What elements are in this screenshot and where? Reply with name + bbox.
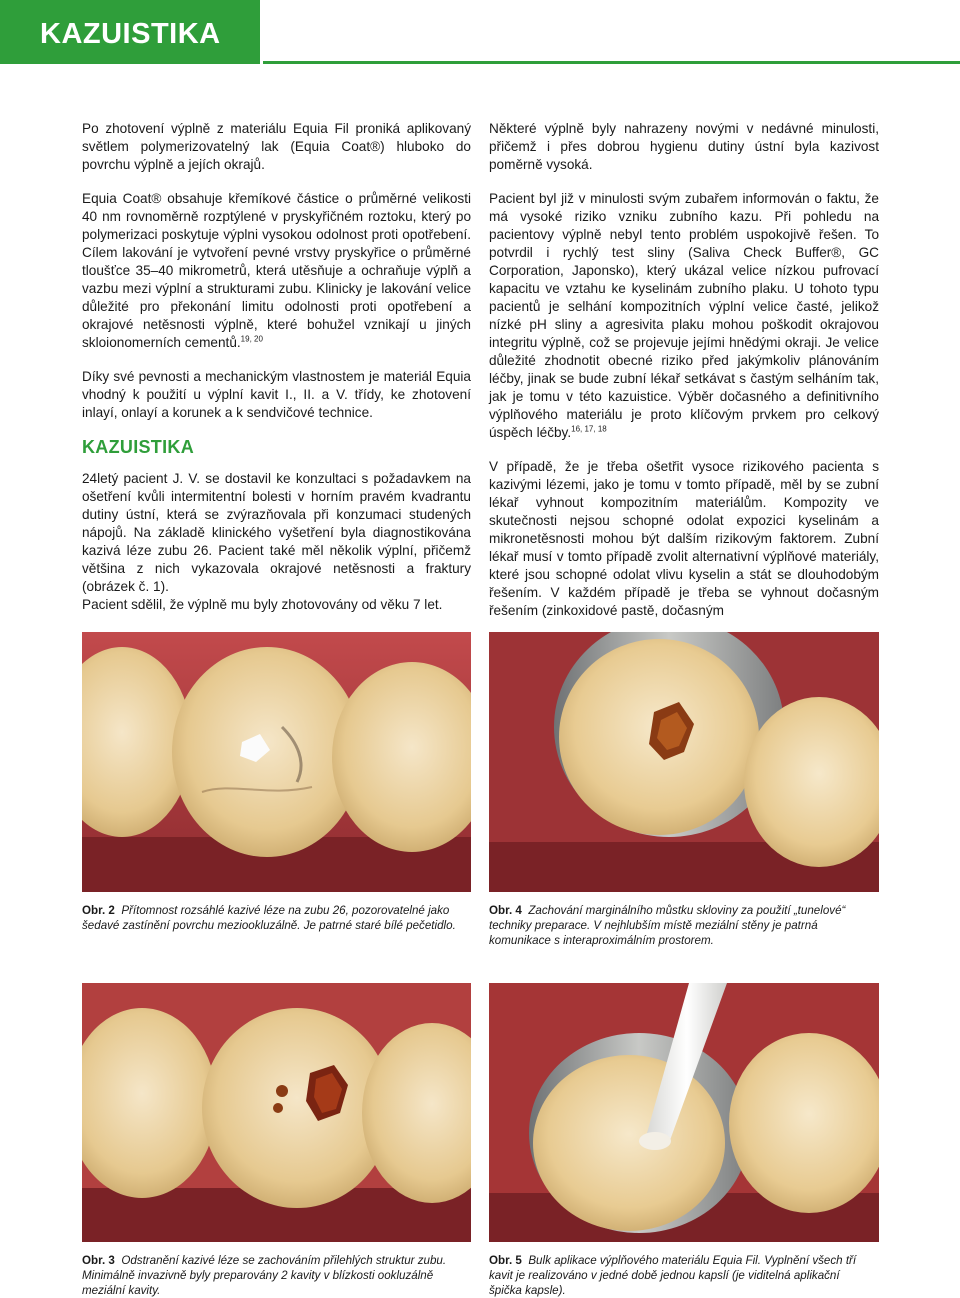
page-title: KAZUISTIKA <box>40 18 221 50</box>
left-paragraph-5: Pacient sdělil, že výplně mu byly zhotovovány od věku 7 let. <box>82 597 443 612</box>
photo-figure-4 <box>489 632 879 892</box>
left-paragraph-4: 24letý pacient J. V. se dostavil ke konzultaci s požadavkem na ošetření kvůli intermitentní bolesti v horním pravém kvadrantu dutiny ústní, která se zvýrazňovala při konzumaci studených nápojů. Na základě klinického vyšetření byla diagnostikována kazivá léze zubu 26. Pacient také měl několik výplní, přičemž většina z nich vykazovala okrajové netěsnosti a fraktury (obrázek č. 1). <box>82 471 471 594</box>
header-banner <box>0 0 260 64</box>
reference-superscript: 16, 17, 18 <box>571 424 607 434</box>
left-paragraph-1: Po zhotovení výplně z materiálu Equia Fil proniká aplikovaný světlem polymerizovatelný lak (Equia Coat®) hluboko do povrchu výplně a jejích okrajů. <box>82 121 471 172</box>
right-column <box>489 120 879 636</box>
caption-figure-2-text: Přítomnost rozsáhlé kazivé léze na zubu 26, pozorovatelné jako šedavé zastínění povrchu meziookluzálně. Je patrné staré bílé pečetidlo. <box>82 904 456 932</box>
photo-figure-2 <box>82 632 471 892</box>
header-rule <box>263 61 960 64</box>
caption-figure-5 <box>489 1253 874 1298</box>
reference-superscript: 19, 20 <box>240 334 263 344</box>
caption-figure-4-number: Obr. 4 <box>489 904 522 917</box>
caption-figure-3-number: Obr. 3 <box>82 1254 115 1267</box>
caption-figure-3 <box>82 1253 467 1298</box>
left-paragraph-3: Díky své pevnosti a mechanickým vlastnostem je materiál Equia vhodný k použití u výplní kavit I., II. a V. třídy, ke zhotovení inlayí, onlayí a korunek a k sendvičové technice. <box>82 369 471 420</box>
photo-figure-5 <box>489 983 879 1242</box>
left-paragraph-2 <box>82 190 471 352</box>
left-paragraph-2-text: Equia Coat® obsahuje křemíkové částice o průměrné velikosti 40 nm rovnoměrně rozptýlené v pryskyřičném roztoku, který po polymerizaci poskytuje výplni vysokou odolnost proti opotřebení. Cílem lakování je vytvoření pevné vrstvy pryskyřice o průměrné tloušťce 35–40 mikrometrů, která utěsňuje a ochraňuje výplň a vazbu mezi výplní a strukturami zubu. Klinicky je lakování velice důležité pro překonání limitu odolnosti proti opotřebení a okrajové netěsnosti výplně, které bohužel vznikají u jiných skloionomerních cementů. <box>82 191 471 350</box>
photo-figure-3 <box>82 983 471 1242</box>
section-heading: KAZUISTIKA <box>82 437 194 457</box>
caption-figure-4 <box>489 903 869 948</box>
right-paragraph-3: V případě, že je třeba ošetřit vysoce rizikového pacienta s kazivými lézemi, jako je tomu v tomto případě, měl by se zubní lékař vyhnout kompozitním materiálům. Kompozity ve skutečnosti nejsou schopné odolat expozici kyselinám a mikronetěsnosti mohou být dalším rizikovým faktorem. Zubní lékař musí v tomto případě zvolit alternativní výplňové materiály, které jsou schopné odolat vlivu kyselin a stát se dlouhodobým řešením. V každém případě je třeba se vyhnout dočasným řešením (zinkoxidové pastě, dočasným <box>489 459 879 618</box>
right-paragraph-1: Některé výplně byly nahrazeny novými v nedávné minulosti, přičemž i přes dobrou hygienu dutiny ústní byla kazivost poměrně vysoká. <box>489 121 879 172</box>
caption-figure-2 <box>82 903 462 933</box>
caption-figure-5-text: Bulk aplikace výplňového materiálu Equia Fil. Vyplnění všech tří kavit je realizováno v jedné době jednou kapslí (je viditelná aplikační špička kapsle). <box>489 1254 857 1297</box>
caption-figure-4-text: Zachování marginálního můstku skloviny za použití „tunelové“ techniky preparace. V nejhlubším místě meziální stěny je patrná komunikace s interaproximálním prostorem. <box>489 904 846 947</box>
caption-figure-3-text: Odstranění kazivé léze se zachováním přilehlých struktur zubu. Minimálně invazivně byly preparovány 2 kavity v blízkosti ookluzálně meziální kavity. <box>82 1254 447 1297</box>
left-column <box>82 120 471 630</box>
right-paragraph-2-text: Pacient byl již v minulosti svým zubařem informován o faktu, že má vysoké riziko vzniku zubního kazu. Při pohledu na pacientovy výplně nebyl tento problém uspokojivě řešen. To potvrdil i rychlý test sliny (Saliva Check Buffer®, GC Corporation, Japonsko), který ukázal velice nízkou pufrovací kapacitu ve vztahu ke kyselinám zubního plaku. U tohoto typu pacientů je selhání kompozitních výplní velice časté, jelikož nízké pH sliny a agresivita plaku mohou poškodit okrajovou integritu výplně, což se projevuje jejími hnědými okraji. Je velice důležité zhodnotit obecné riziko před jakýmkoliv plánováním léčby, jinak se bude zubní lékař setkávat s častým selháním tak, jak je tomu v této kazuistice. Výběr dočasného a definitivního výplňového materiálu je proto klíčovým prvkem pro celkový úspěch léčby. <box>489 191 879 440</box>
right-paragraph-2 <box>489 190 879 442</box>
caption-figure-2-number: Obr. 2 <box>82 904 115 917</box>
caption-figure-5-number: Obr. 5 <box>489 1254 522 1267</box>
